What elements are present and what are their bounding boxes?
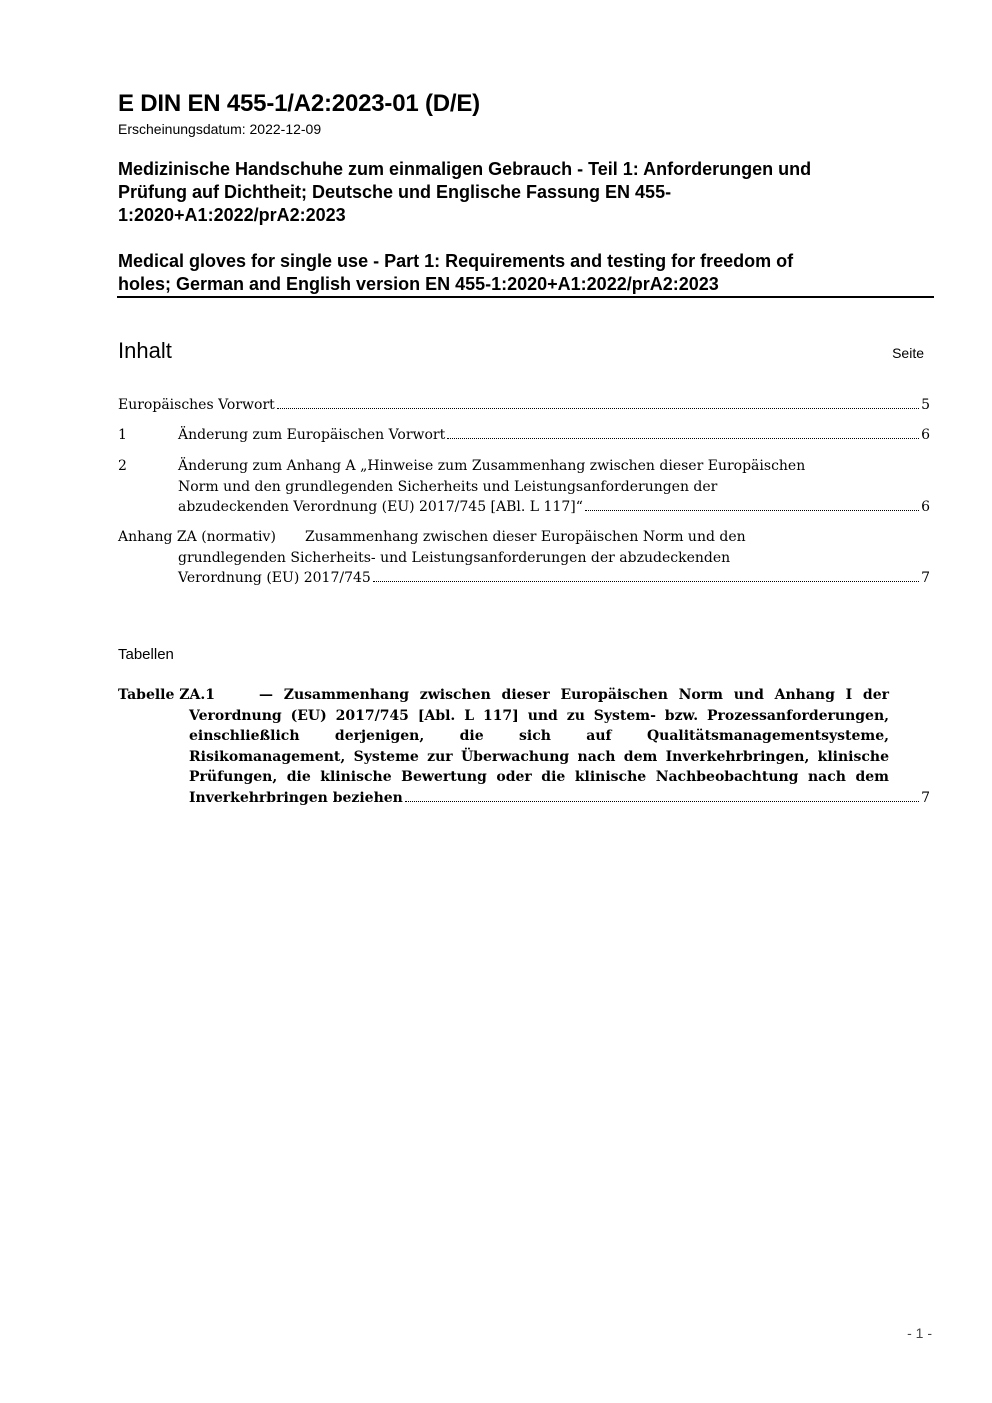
title-divider <box>117 296 934 298</box>
toc-heading: Inhalt <box>118 338 172 363</box>
dot-leader <box>585 509 919 511</box>
dot-leader <box>373 580 919 582</box>
toc-entry-page: 7 <box>921 570 930 586</box>
title-german-line: 1:2020+A1:2022/prA2:2023 <box>118 205 346 225</box>
toc-entry-number: 2 <box>118 458 127 474</box>
title-english-line: holes; German and English version EN 455-1:2020+A1:2022/prA2:2023 <box>118 274 719 294</box>
title-english <box>118 250 918 296</box>
tables-heading: Tabellen <box>118 646 174 663</box>
table-entry-title-line: Risikomanagement, Systeme zur Überwachung nach dem Inverkehrbringen, klinische <box>189 748 889 765</box>
toc-entry-dotline <box>178 568 930 589</box>
toc-entry-annex-za[interactable] <box>118 527 930 589</box>
dot-leader <box>405 800 919 802</box>
toc-entry-title-line: Zusammenhang zwischen dieser Europäischen Norm und den <box>305 529 746 545</box>
title-german-line: Medizinische Handschuhe zum einmaligen Gebrauch - Teil 1: Anforderungen und <box>118 159 812 179</box>
toc-entry-title-line: grundlegenden Sicherheits- und Leistungsanforderungen der abzudeckenden <box>178 549 731 566</box>
toc-entry-title-line: Norm und den grundlegenden Sicherheits und Leistungsanforderungen der <box>178 478 718 495</box>
title-english-line: Medical gloves for single use - Part 1: Requirements and testing for freedom of <box>118 251 794 271</box>
document-id: E DIN EN 455-1/A2:2023-01 (D/E) <box>118 90 480 117</box>
table-entry-title-line: Verordnung (EU) 2017/745 [Abl. L 117] und zu System- bzw. Prozessanforderungen, <box>189 707 889 724</box>
table-entry-page: 7 <box>921 789 930 806</box>
toc-entry-foreword[interactable] <box>118 395 930 416</box>
table-entry-title-line: — Zusammenhang zwischen dieser Europäischen Norm und Anhang I der <box>259 687 889 703</box>
toc-entry-dotline <box>178 497 930 518</box>
table-entry-za1[interactable] <box>118 685 930 809</box>
dot-leader <box>277 407 919 409</box>
table-entry-label: Tabelle ZA.1 <box>118 687 215 703</box>
toc-entry-1[interactable] <box>118 425 930 446</box>
toc-entry-title: Änderung zum Europäischen Vorwort <box>178 427 446 443</box>
toc-entry-page: 5 <box>921 397 930 413</box>
toc-entry-dotline <box>118 395 930 416</box>
toc-entry-annex-label: Anhang ZA (normativ) <box>118 529 276 545</box>
table-entry-title-line: Inverkehrbringen beziehen <box>189 789 403 806</box>
toc-entry-dotline <box>178 425 930 446</box>
dot-leader <box>447 437 919 439</box>
toc-page-column-label: Seite <box>892 345 924 361</box>
title-german <box>118 158 918 227</box>
toc-entry-number: 1 <box>118 427 127 443</box>
toc-entry-title-line: Änderung zum Anhang A „Hinweise zum Zusammenhang zwischen dieser Europäischen <box>178 458 806 474</box>
toc-entry-page: 6 <box>921 499 930 515</box>
title-german-line: Prüfung auf Dichtheit; Deutsche und Englische Fassung EN 455- <box>118 182 672 202</box>
toc-entry-2[interactable] <box>118 456 930 518</box>
toc-entry-page: 6 <box>921 427 930 443</box>
footer-page-number: - 1 - <box>907 1325 932 1341</box>
table-entry-title-line: einschließlich derjenigen, die sich auf Qualitätsmanagementsysteme, <box>189 728 889 744</box>
toc-entry-title-line: Verordnung (EU) 2017/745 <box>178 570 371 586</box>
toc-entry-title-line: abzudeckenden Verordnung (EU) 2017/745 [ABl. L 117]“ <box>178 499 583 515</box>
table-entry-title-line: Prüfungen, die klinische Bewertung oder die klinische Nachbeobachtung nach dem <box>189 769 889 785</box>
table-entry-dotline <box>189 788 930 809</box>
toc-entry-title: Europäisches Vorwort <box>118 397 275 413</box>
publication-date: Erscheinungsdatum: 2022-12-09 <box>118 121 322 137</box>
